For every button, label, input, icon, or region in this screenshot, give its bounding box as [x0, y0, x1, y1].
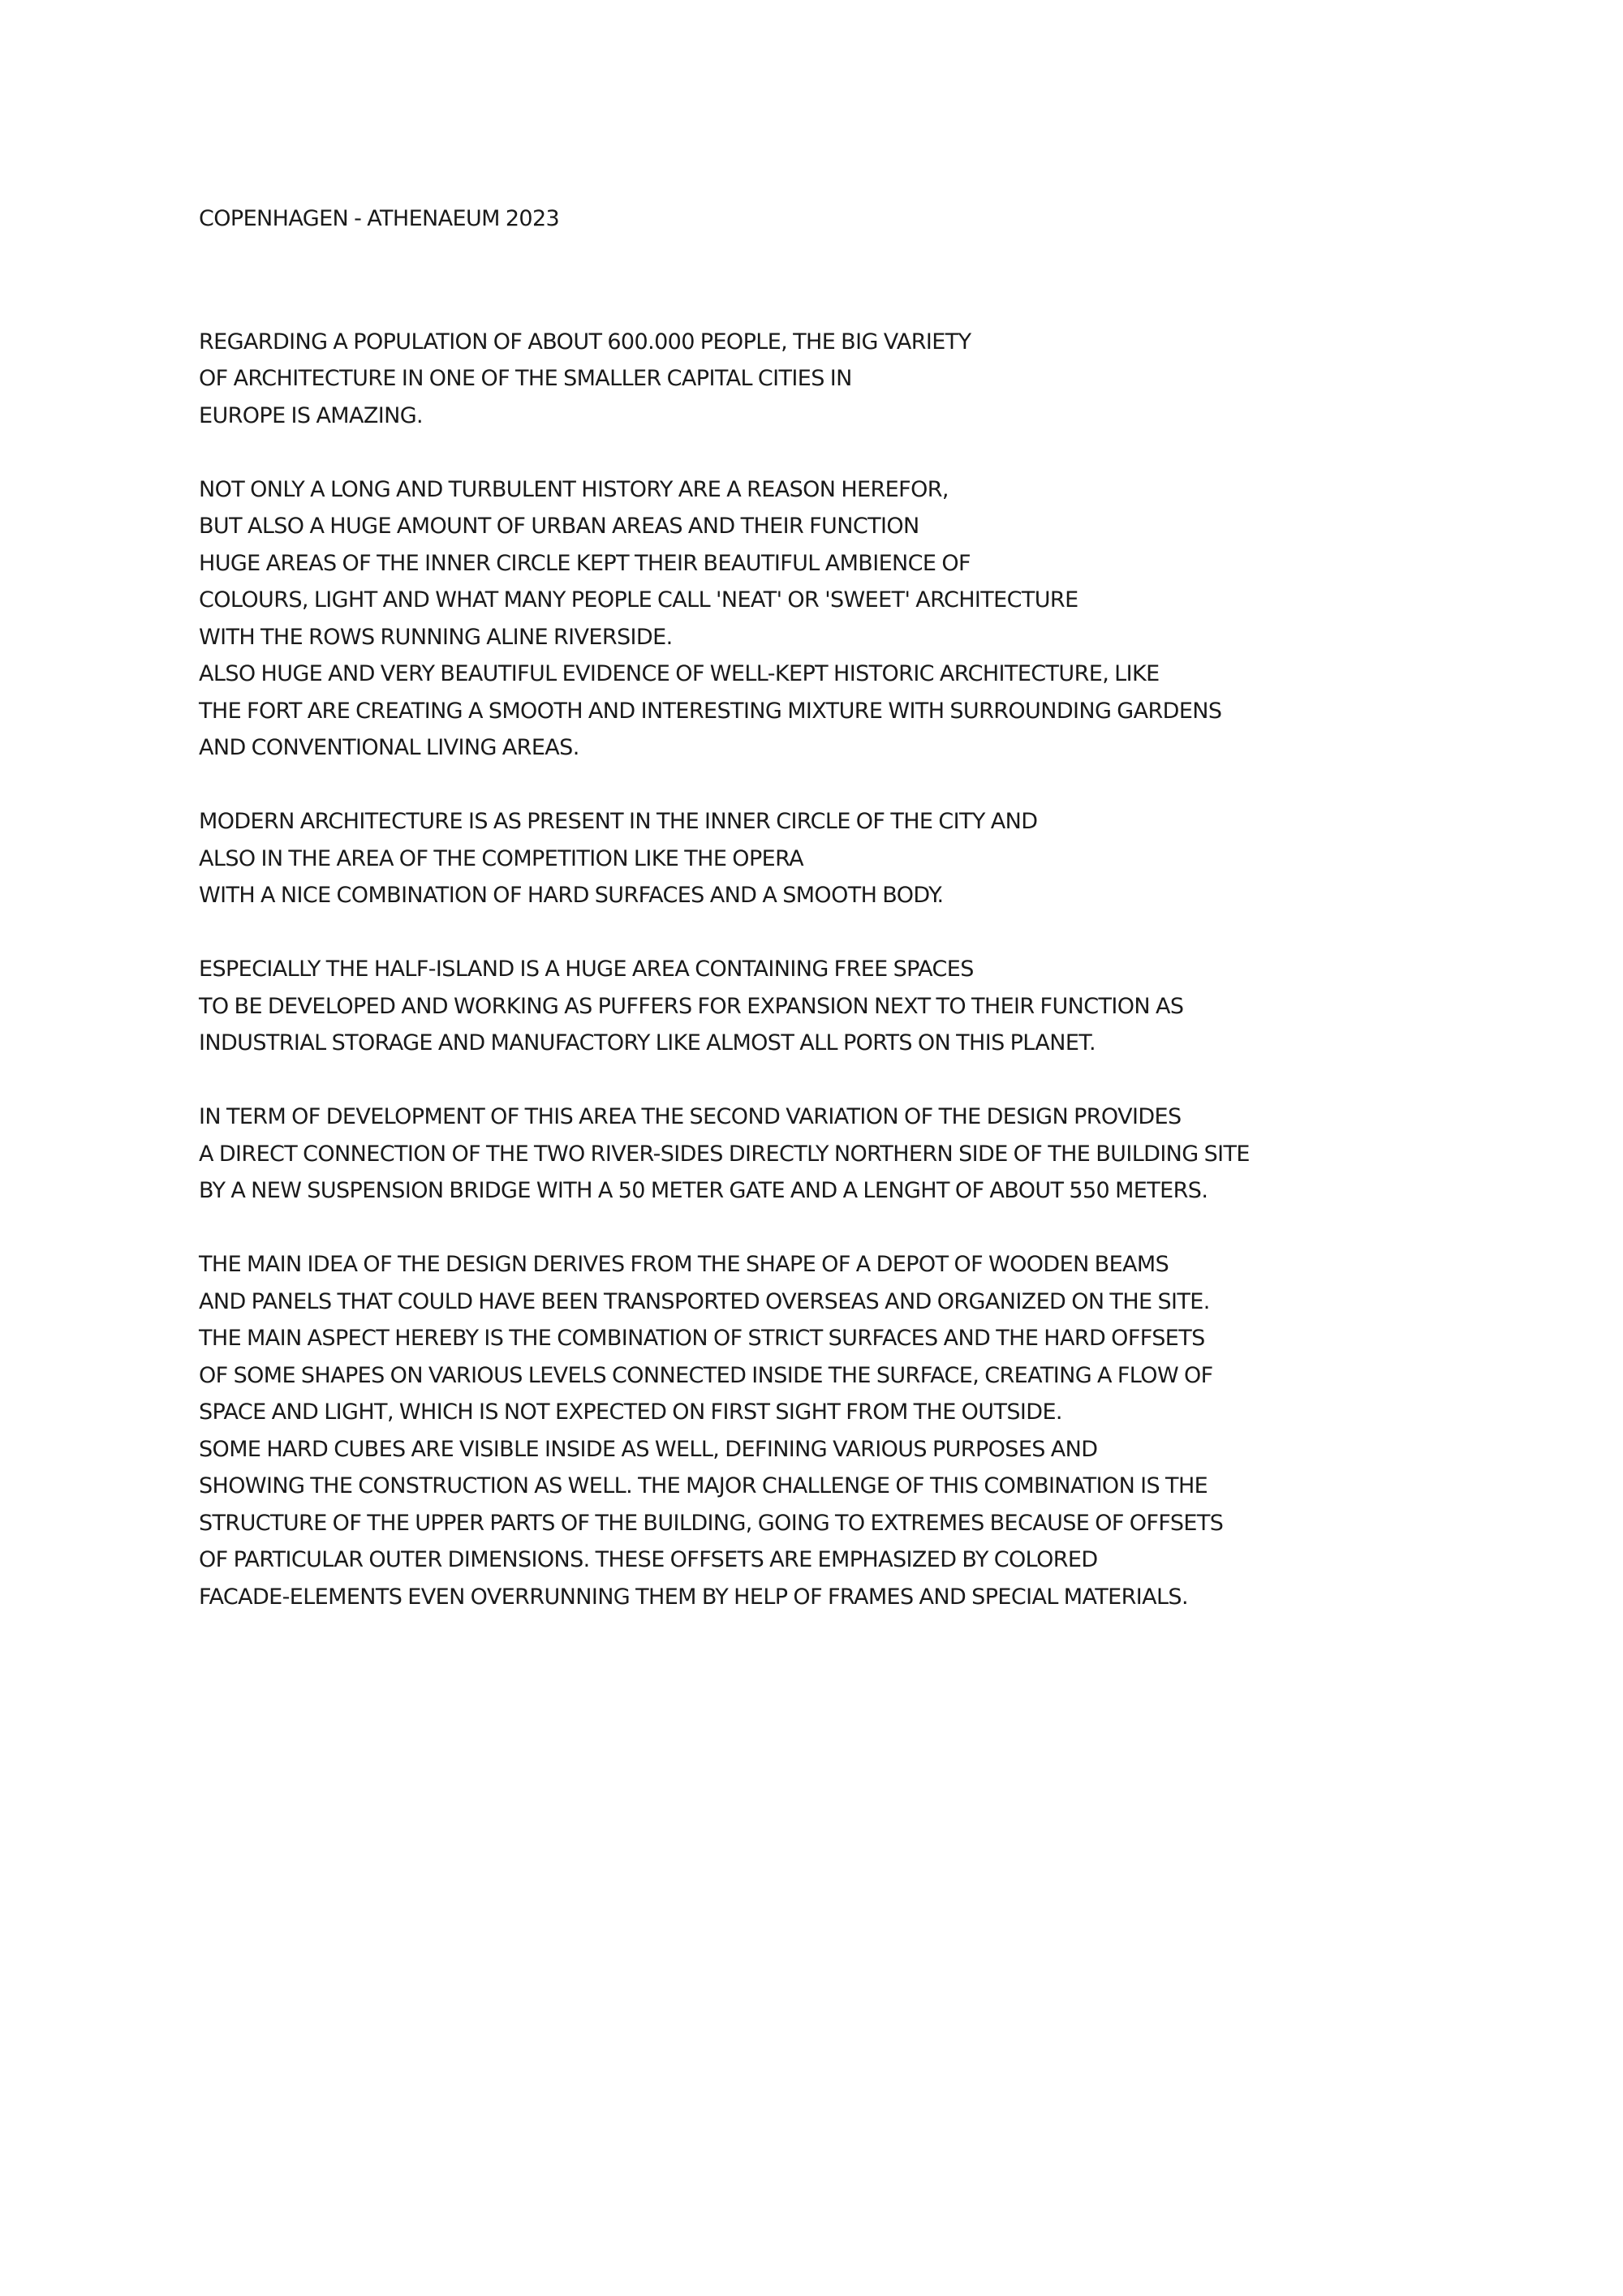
paragraph-population: [199, 324, 1595, 435]
text-line: WITH A NICE COMBINATION OF HARD SURFACES AND A SMOOTH BODY.: [199, 883, 944, 908]
text-line: AND PANELS THAT COULD HAVE BEEN TRANSPORTED OVERSEAS AND ORGANIZED ON THE SITE.: [199, 1288, 1210, 1314]
paragraph-history: [199, 471, 1595, 767]
text-line: SOME HARD CUBES ARE VISIBLE INSIDE AS WELL, DEFINING VARIOUS PURPOSES AND: [199, 1436, 1098, 1462]
text-line: REGARDING A POPULATION OF ABOUT 600.000 PEOPLE, THE BIG VARIETY: [199, 329, 971, 355]
text-line: AND CONVENTIONAL LIVING AREAS.: [199, 735, 579, 760]
text-line: ESPECIALLY THE HALF-ISLAND IS A HUGE AREA CONTAINING FREE SPACES: [199, 957, 974, 982]
text-line: WITH THE ROWS RUNNING ALINE RIVERSIDE.: [199, 624, 673, 650]
text-line: INDUSTRIAL STORAGE AND MANUFACTORY LIKE ALMOST ALL PORTS ON THIS PLANET.: [199, 1030, 1096, 1056]
text-line: STRUCTURE OF THE UPPER PARTS OF THE BUILDING, GOING TO EXTREMES BECAUSE OF OFFSETS: [199, 1510, 1224, 1536]
text-line: THE MAIN IDEA OF THE DESIGN DERIVES FROM THE SHAPE OF A DEPOT OF WOODEN BEAMS: [199, 1252, 1169, 1277]
document-title: COPENHAGEN - ATHENAEUM 2023: [199, 206, 560, 231]
document-body: [199, 200, 1595, 1653]
paragraph-half-island: [199, 951, 1595, 1062]
text-line: IN TERM OF DEVELOPMENT OF THIS AREA THE SECOND VARIATION OF THE DESIGN PROVIDES: [199, 1104, 1182, 1129]
text-line: OF PARTICULAR OUTER DIMENSIONS. THESE OFFSETS ARE EMPHASIZED BY COLORED: [199, 1547, 1098, 1572]
paragraph-design-idea: [199, 1246, 1595, 1615]
text-line: THE FORT ARE CREATING A SMOOTH AND INTERESTING MIXTURE WITH SURROUNDING GARDENS: [199, 698, 1222, 724]
text-line: THE MAIN ASPECT HEREBY IS THE COMBINATION OF STRICT SURFACES AND THE HARD OFFSETS: [199, 1326, 1205, 1351]
text-line: FACADE-ELEMENTS EVEN OVERRUNNING THEM BY HELP OF FRAMES AND SPECIAL MATERIALS.: [199, 1584, 1188, 1610]
text-line: ALSO IN THE AREA OF THE COMPETITION LIKE THE OPERA: [199, 845, 804, 871]
text-line: SHOWING THE CONSTRUCTION AS WELL. THE MAJOR CHALLENGE OF THIS COMBINATION IS THE: [199, 1473, 1208, 1498]
text-line: COLOURS, LIGHT AND WHAT MANY PEOPLE CALL 'NEAT' OR 'SWEET' ARCHITECTURE: [199, 587, 1078, 613]
text-line: OF SOME SHAPES ON VARIOUS LEVELS CONNECTED INSIDE THE SURFACE, CREATING A FLOW OF: [199, 1362, 1213, 1388]
text-line: BY A NEW SUSPENSION BRIDGE WITH A 50 METER GATE AND A LENGHT OF ABOUT 550 METERS.: [199, 1178, 1208, 1203]
text-line: MODERN ARCHITECTURE IS AS PRESENT IN THE INNER CIRCLE OF THE CITY AND: [199, 809, 1038, 834]
text-line: EUROPE IS AMAZING.: [199, 402, 424, 428]
text-line: NOT ONLY A LONG AND TURBULENT HISTORY ARE A REASON HEREFOR,: [199, 476, 949, 502]
paragraph-modern-architecture: [199, 803, 1595, 914]
text-line: HUGE AREAS OF THE INNER CIRCLE KEPT THEIR BEAUTIFUL AMBIENCE OF: [199, 550, 971, 576]
paragraph-development: [199, 1099, 1595, 1210]
text-line: BUT ALSO A HUGE AMOUNT OF URBAN AREAS AND THEIR FUNCTION: [199, 514, 919, 539]
text-line: A DIRECT CONNECTION OF THE TWO RIVER-SIDES DIRECTLY NORTHERN SIDE OF THE BUILDING SITE: [199, 1141, 1250, 1167]
text-line: SPACE AND LIGHT, WHICH IS NOT EXPECTED ON FIRST SIGHT FROM THE OUTSIDE.: [199, 1400, 1062, 1425]
text-line: ALSO HUGE AND VERY BEAUTIFUL EVIDENCE OF WELL-KEPT HISTORIC ARCHITECTURE, LIKE: [199, 661, 1160, 686]
text-line: OF ARCHITECTURE IN ONE OF THE SMALLER CAPITAL CITIES IN: [199, 366, 852, 391]
text-line: TO BE DEVELOPED AND WORKING AS PUFFERS FOR EXPANSION NEXT TO THEIR FUNCTION AS: [199, 993, 1184, 1019]
